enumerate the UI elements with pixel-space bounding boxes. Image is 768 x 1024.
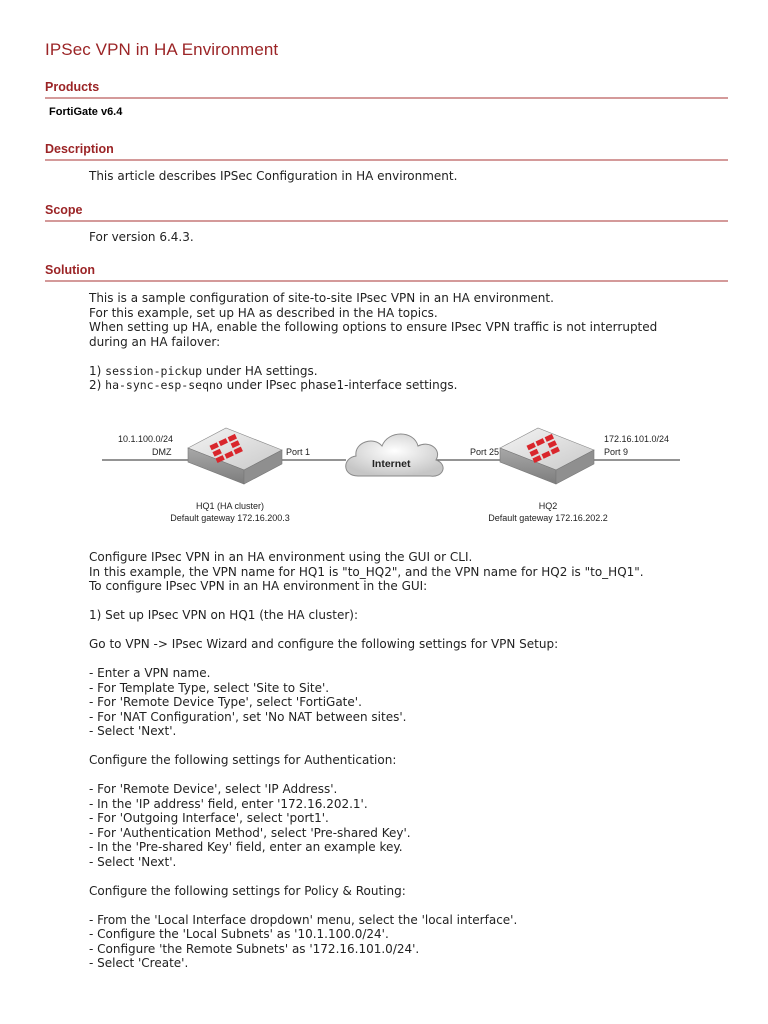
auth-item: - In the 'IP address' field, enter '172.16.202.1'. [89, 796, 368, 811]
fortigate-left-icon [188, 428, 282, 484]
vpn-setup-item: - For 'NAT Configuration', set 'No NAT between sites'. [89, 709, 407, 724]
solution-heading: Solution [45, 263, 728, 282]
auth-item: - For 'Outgoing Interface', select 'port1'. [89, 811, 329, 825]
cloud-label: Internet [372, 458, 411, 470]
page-title: IPSec VPN in HA Environment [45, 40, 279, 59]
policy-item: - Configure the 'Local Subnets' as '10.1.100.0/24'. [89, 927, 389, 941]
left-subnet-label: 10.1.100.0/24 [118, 434, 174, 444]
auth-item: - For 'Remote Device', select 'IP Address'. [89, 782, 338, 796]
code-ha-sync-esp-seqno: ha-sync-esp-seqno [105, 378, 223, 392]
auth-item: - Select 'Next'. [89, 854, 177, 869]
intro-line: For this example, set up HA as described in the HA topics. [89, 305, 438, 320]
right-zone-label: Port 9 [604, 447, 629, 457]
code-session-pickup: session-pickup [105, 363, 203, 378]
step-heading: 1) Set up IPsec VPN on HQ1 (the HA cluster): [89, 608, 358, 622]
ha-option: 2) ha-sync-esp-seqno under IPsec phase1-interface settings. [89, 378, 458, 392]
vpn-setup-item: - Enter a VPN name. [89, 666, 211, 680]
auth-intro: Configure the following settings for Authentication: [89, 753, 397, 767]
wizard-instruction: Go to VPN -> IPsec Wizard and configure the following settings for VPN Setup: [89, 637, 559, 651]
description-heading: Description [45, 142, 728, 161]
fortigate-right-icon [500, 428, 594, 484]
vpn-setup-item: - For 'Remote Device Type', select 'FortiGate'. [89, 695, 362, 709]
products-heading: Products [45, 80, 728, 99]
right-device-name: HQ2 [538, 501, 558, 511]
scope-heading: Scope [45, 203, 728, 222]
left-device-name: HQ1 (HA cluster) [195, 501, 265, 511]
product-item: FortiGate v6.4 [49, 106, 123, 118]
intro-line: This is a sample configuration of site-to-site IPsec VPN in an HA environment. [89, 291, 554, 305]
right-port-label: Port 25 [470, 447, 500, 457]
config-intro-line: Configure IPsec VPN in an HA environment using the GUI or CLI. [89, 550, 473, 564]
right-subnet-label: 172.16.101.0/24 [604, 434, 670, 444]
policy-item: - Select 'Create'. [89, 956, 189, 970]
vpn-setup-item: - For Template Type, select 'Site to Site'. [89, 680, 330, 695]
left-gateway-label: Default gateway 172.16.200.3 [170, 513, 290, 523]
solution-intro [89, 291, 657, 393]
right-gateway-label: Default gateway 172.16.202.2 [488, 513, 608, 523]
description-text: This article describes IPSec Configuration in HA environment. [89, 169, 458, 183]
ha-option: 1) session-pickup under HA settings. [89, 363, 318, 378]
config-intro-line: In this example, the VPN name for HQ1 is "to_HQ2", and the VPN name for HQ2 is "to_HQ1". [89, 564, 644, 579]
policy-item: - From the 'Local Interface dropdown' menu, select the 'local interface'. [89, 912, 518, 927]
auth-item: - For 'Authentication Method', select 'Pre-shared Key'. [89, 825, 411, 840]
config-intro-line: To configure IPsec VPN in an HA environment in the GUI: [89, 579, 428, 593]
intro-line: When setting up HA, enable the following options to ensure IPsec VPN traffic is not interrupted [89, 320, 658, 334]
left-zone-label: DMZ [152, 447, 172, 457]
intro-line: during an HA failover: [89, 334, 221, 349]
vpn-setup-item: - Select 'Next'. [89, 724, 177, 738]
left-port-label: Port 1 [286, 447, 311, 457]
solution-steps [89, 550, 644, 971]
auth-item: - In the 'Pre-shared Key' field, enter an example key. [89, 840, 403, 854]
scope-text: For version 6.4.3. [89, 230, 194, 244]
policy-intro: Configure the following settings for Policy & Routing: [89, 883, 406, 898]
policy-item: - Configure 'the Remote Subnets' as '172.16.101.0/24'. [89, 941, 420, 956]
network-diagram [96, 420, 686, 530]
